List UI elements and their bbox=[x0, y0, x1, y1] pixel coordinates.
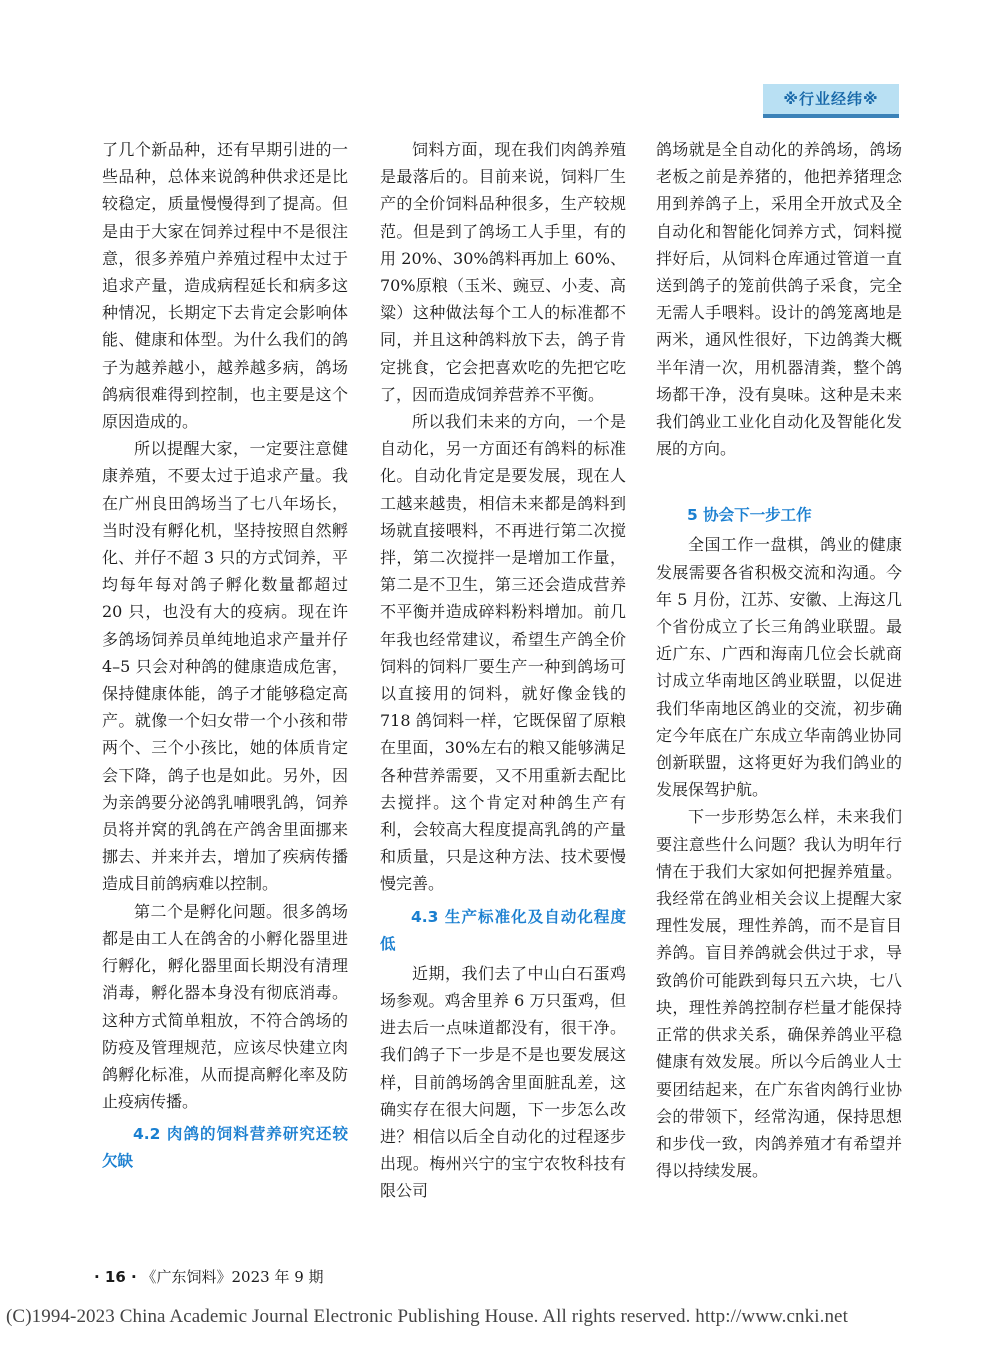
section-heading: 4.2 肉鸽的饲料营养研究还较欠缺 bbox=[102, 1125, 348, 1171]
text-column-3 bbox=[656, 136, 902, 1184]
paragraph: 了几个新品种，还有早期引进的一些品种，总体来说鸽种供求还是比较稳定，质量慢慢得到了提高。但是由于大家在饲养过程中不是很注意，很多养殖户养殖过程中太过于追求产量，造成病程延长和病多这种情况，长期定下去肯定会影响体能、健康和体型。为什么我们的鸽子为越养越小，越养越多病，鸽场鸽病很难得到控制，也主要是这个原因造成的。 bbox=[102, 140, 348, 432]
paragraph: 第二个是孵化问题。很多鸽场都是由工人在鸽舍的小孵化器里进行孵化，孵化器里面长期没有清理消毒，孵化器本身没有彻底消毒。这种方式简单粗放，不符合鸽场的防疫及管理规范，应该尽快建立肉鸽孵化标准，从而提高孵化率及防止疫病传播。 bbox=[102, 901, 348, 1112]
page-footer bbox=[94, 1266, 324, 1287]
paragraph: 近期，我们去了中山白石蛋鸡场参观。鸡舍里养 6 万只蛋鸡，但进去后一点味道都没有，很干净。我们鸽子下一步是不是也要发展这样，目前鸽场鸽舍里面脏乱差，这确实存在很大问题，下一步怎么改进？相信以后全自动化的过程逐步出现。梅州兴宁的宝宁农牧科技有限公司 bbox=[380, 963, 626, 1201]
journal-issue: 《广东饲料》2023 年 9 期 bbox=[141, 1268, 324, 1286]
section-heading: 5 协会下一步工作 bbox=[687, 506, 812, 525]
section-tag: ※行业经纬※ bbox=[763, 84, 899, 118]
page-number: · 16 · bbox=[94, 1268, 137, 1286]
paragraph: 所以我们未来的方向，一个是自动化，另一方面还有鸽料的标准化。自动化肯定是要发展，现在人工越来越贵，相信未来都是鸽料到场就直接喂料，不再进行第二次搅拌，第二次搅拌一是增加工作量，第二是不卫生，第三还会造成营养不平衡并造成碎料粉料增加。前几年我也经常建议，希望生产鸽全价饲料的饲料厂要生产一种到鸽场可以直接用的饲料，就好像金钱的 718 鸽饲料一样，它既保留了原粮在里面，30%左右的粮又能够满足各种营养需要，又不用重新去配比去搅拌。这个肯定对种鸽生产有利，会较高大程度提高乳鸽的产量和质量，只是这种方法、技术要慢慢完善。 bbox=[380, 412, 626, 894]
paragraph: 下一步形势怎么样，未来我们要注意些什么问题？我认为明年行情在于我们大家如何把握养殖量。我经常在鸽业相关会议上提醒大家理性发展，理性养鸽，而不是盲目养鸽。盲目养鸽就会供过于求，导致鸽价可能跌到每只五六块，七八块，理性养鸽控制存栏量才能保持正常的供求关系，确保养鸽业平稳健康有效发展。所以今后鸽业人士要团结起来，在广东省肉鸽行业协会的带领下，经常沟通，保持思想和步伐一致，肉鸽养殖才有希望并得以持续发展。 bbox=[656, 807, 902, 1181]
text-column-2 bbox=[380, 136, 626, 1205]
copyright-notice: (C)1994-2023 China Academic Journal Electronic Publishing House. All rights reserved. http://www.cnki.net bbox=[6, 1306, 848, 1327]
paragraph: 饲料方面，现在我们肉鸽养殖是最落后的。目前来说，饲料厂生产的全价饲料品种很多，生产较规范。但是到了鸽场工人手里，有的用 20%、30%鸽料再加上 60%、70%原粮（玉米、豌豆、小麦、高粱）这种做法每个工人的标准都不同，并且这种鸽料放下去，鸽子肯定挑食，它会把喜欢吃的先把它吃了，因而造成饲养营养不平衡。 bbox=[380, 140, 626, 404]
paragraph: 鸽场就是全自动化的养鸽场，鸽场老板之前是养猪的，他把养猪理念用到养鸽子上，采用全开放式及全自动化和智能化饲养方式，饲料搅拌好后，从饲料仓库通过管道一直送到鸽子的笼前供鸽子采食，完全无需人手喂料。设计的鸽笼离地是两米，通风性很好，下边鸽粪大概半年清一次，用机器清粪，整个鸽场都干净，没有臭味。这种是未来我们鸽业工业化自动化及智能化发展的方向。 bbox=[656, 140, 902, 459]
paragraph: 所以提醒大家，一定要注意健康养殖，不要太过于追求产量。我在广州良田鸽场当了七八年场长，当时没有孵化机，坚持按照自然孵化、并仔不超 3 只的方式饲养，平均每年每对鸽子孵化数量都超过 20 只，也没有大的疫病。现在许多鸽场饲养员单纯地追求产量并仔 4–5 只会对种鸽的健康造成危害，保持健康体能，鸽子才能够稳定高产。就像一个妇女带一个小孩和带两个、三个小孩比，她的体质肯定会下降，鸽子也是如此。另外，因为亲鸽要分泌鸽乳哺喂乳鸽，饲养员将并窝的乳鸽在产鸽舍里面挪来挪去、并来并去，增加了疾病传播造成目前鸽病难以控制。 bbox=[102, 439, 348, 894]
section-heading: 4.3 生产标准化及自动化程度低 bbox=[380, 907, 626, 953]
text-column-1 bbox=[102, 136, 348, 1177]
paragraph: 全国工作一盘棋，鸽业的健康发展需要各省积极交流和沟通。今年 5 月份，江苏、安徽、上海这几个省份成立了长三角鸽业联盟。最近广东、广西和海南几位会长就商讨成立华南地区鸽业联盟，以促进我们华南地区鸽业的交流，初步确定今年底在广东成立华南鸽业协同创新联盟，这将更好为我们鸽业的发展保驾护航。 bbox=[656, 535, 902, 800]
